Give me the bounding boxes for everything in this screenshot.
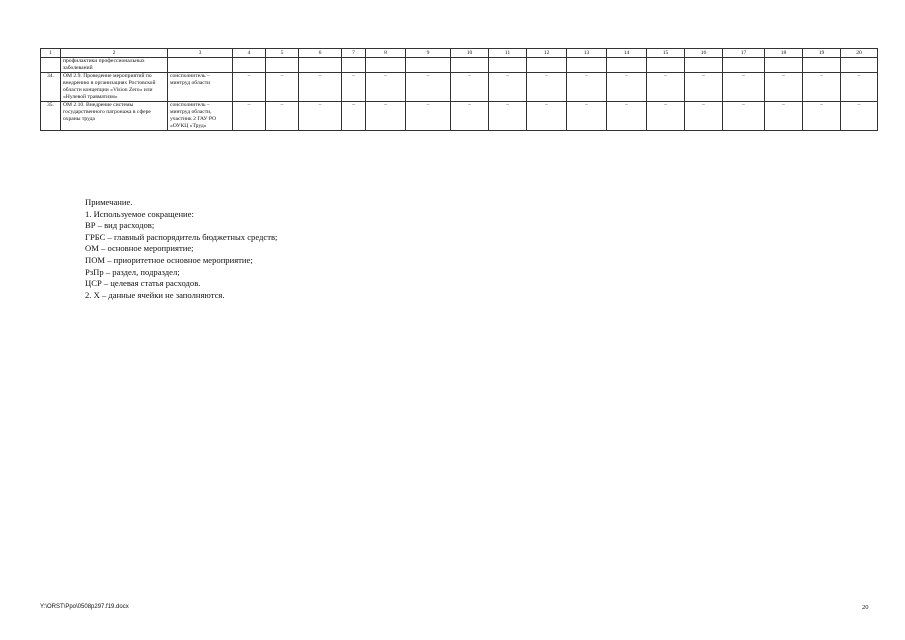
column-header: 20 [841,49,878,58]
column-header: 11 [489,49,527,58]
executor-cell: соисполнитель – минтруд области, участник 2 ГАУ РО «ОУКЦ «Труд» [168,102,233,131]
value-cell: – [685,102,723,131]
value-cell [841,58,878,73]
notes-section [85,197,277,301]
value-cell [765,58,803,73]
row-number-cell: 34. [41,73,61,102]
value-cell: – [607,73,647,102]
value-cell: – [299,73,342,102]
value-cell: – [342,102,366,131]
value-cell: – [765,73,803,102]
column-header: 16 [685,49,723,58]
value-cell [489,58,527,73]
column-header: 13 [567,49,607,58]
activity-name-cell: ОМ 2.10. Внедрение системы государственного патронажа в сфере охраны труда [61,102,168,131]
column-header: 12 [527,49,567,58]
value-cell: – [567,102,607,131]
value-cell: – [527,73,567,102]
value-cell: – [489,102,527,131]
value-cell [366,58,406,73]
column-header: 3 [168,49,233,58]
value-cell: – [803,102,841,131]
column-header: 10 [451,49,489,58]
value-cell: – [406,102,451,131]
value-cell: – [647,73,685,102]
executor-cell: соисполнитель – минтруд области [168,73,233,102]
column-header: 17 [723,49,765,58]
table-body [41,58,878,131]
value-cell: – [803,73,841,102]
value-cell: – [723,102,765,131]
note-line: ЦСР – целевая статья расходов. [85,278,201,289]
executor-cell [168,58,233,73]
note-line: ГРБС – главный распорядитель бюджетных средств; [85,231,278,242]
value-cell [647,58,685,73]
value-cell [233,58,266,73]
value-cell: – [451,102,489,131]
value-cell: – [647,102,685,131]
value-cell [527,58,567,73]
note-line: 2. Х – данные ячейки не заполняются. [85,289,225,300]
row-number-cell: 35. [41,102,61,131]
column-header: 9 [406,49,451,58]
value-cell: – [841,73,878,102]
value-cell: – [406,73,451,102]
program-table [40,48,878,131]
value-cell: – [299,102,342,131]
page-number: 20 [862,604,869,611]
value-cell: – [233,73,266,102]
row-number-cell [41,58,61,73]
value-cell [567,58,607,73]
value-cell [299,58,342,73]
table-row [41,73,878,102]
column-header: 1 [41,49,61,58]
value-cell [406,58,451,73]
value-cell: – [233,102,266,131]
notes-title: Примечание. [85,197,133,207]
column-header: 2 [61,49,168,58]
column-header: 19 [803,49,841,58]
column-header: 18 [765,49,803,58]
note-line: ПОМ – приоритетное основное мероприятие; [85,254,253,265]
column-header: 14 [607,49,647,58]
table-row [41,102,878,131]
value-cell [607,58,647,73]
value-cell: – [685,73,723,102]
value-cell [723,58,765,73]
value-cell: – [567,73,607,102]
column-header: 4 [233,49,266,58]
note-line: 1. Используемое сокращение: [85,208,194,219]
value-cell: – [489,73,527,102]
note-line: ВР – вид расходов; [85,220,155,231]
value-cell: – [723,73,765,102]
column-header: 6 [299,49,342,58]
column-header: 15 [647,49,685,58]
value-cell: – [266,102,299,131]
value-cell [266,58,299,73]
column-header: 7 [342,49,366,58]
table-row [41,58,878,73]
value-cell: – [607,102,647,131]
note-line: ОМ – основное мероприятие; [85,243,194,254]
value-cell: – [527,102,567,131]
value-cell [685,58,723,73]
value-cell: – [841,102,878,131]
file-path: Y:\ORST\Ppo\0508p297.f19.docx [40,604,129,610]
note-line: РзПр – раздел, подраздел; [85,266,180,277]
value-cell: – [342,73,366,102]
header-row [41,49,878,58]
column-header: 5 [266,49,299,58]
value-cell [342,58,366,73]
value-cell: – [366,102,406,131]
column-header: 8 [366,49,406,58]
value-cell: – [366,73,406,102]
value-cell [451,58,489,73]
value-cell: – [765,102,803,131]
value-cell: – [266,73,299,102]
value-cell: – [451,73,489,102]
value-cell [803,58,841,73]
activity-name-cell: ОМ 2.9. Проведение мероприятий по внедрению в организациях Ростовской области концепции «Vision Zero» или «Нулевой травматизм» [61,73,168,102]
activity-name-cell: профилактики профессиональных заболеваний [61,58,168,73]
